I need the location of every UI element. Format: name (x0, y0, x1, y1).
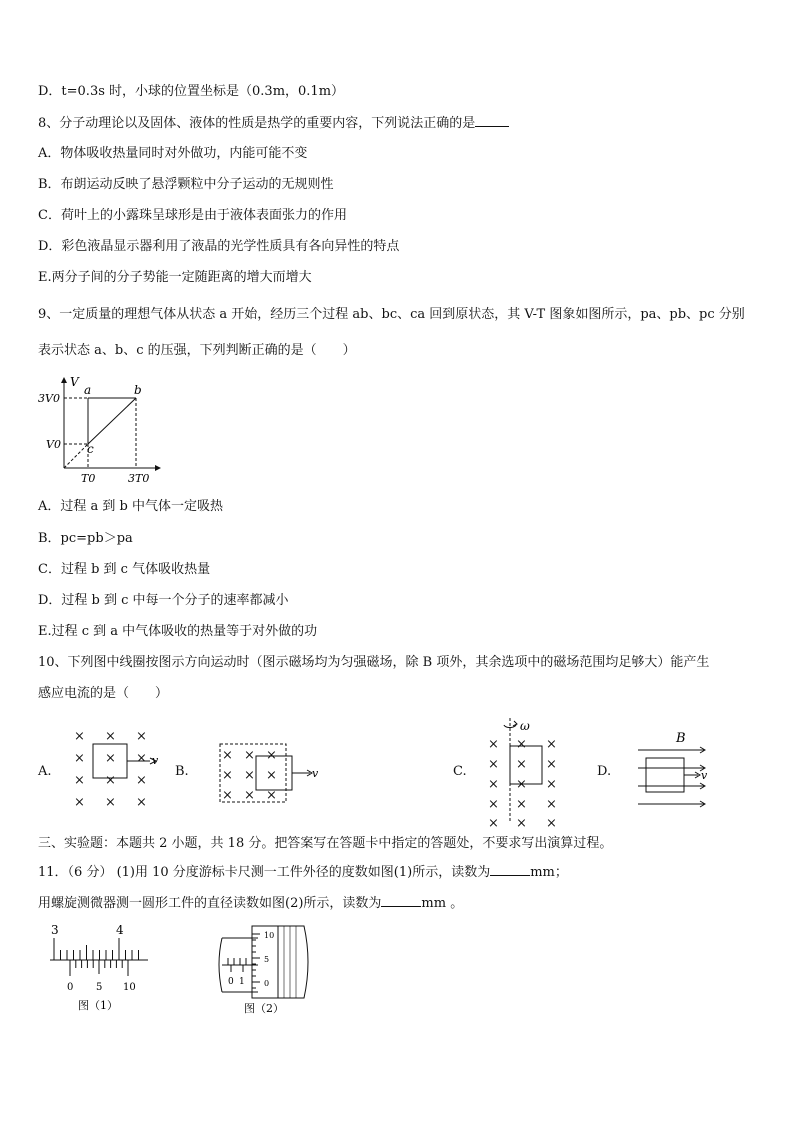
velocity-label: v (152, 754, 159, 767)
svg-text:×: × (105, 773, 116, 788)
q9-option-d: D．过程 b 到 c 中每一个分子的速率都减小 (38, 593, 289, 608)
answer-blank (490, 863, 530, 876)
caliper-vernier-10: 10 (123, 982, 136, 993)
svg-text:×: × (488, 777, 499, 792)
omega-label: ω (520, 719, 530, 733)
vt-xtick-t0: T0 (81, 472, 96, 485)
svg-text:×: × (136, 773, 147, 788)
caliper-vernier-0: 0 (67, 982, 74, 993)
svg-text:×: × (74, 795, 85, 810)
svg-text:×: × (488, 757, 499, 772)
svg-text:×: × (244, 788, 255, 803)
svg-text:×: × (222, 788, 233, 803)
micrometer-thimble-10: 10 (264, 931, 275, 940)
svg-text:×: × (136, 751, 147, 766)
q9-option-e: E.过程 c 到 a 中气体吸收的热量等于对外做的功 (38, 624, 318, 639)
q8-option-d: D．彩色液晶显示器利用了液晶的光学性质具有各向异性的特点 (38, 239, 400, 254)
micrometer-caption: 图（2） (244, 1002, 284, 1015)
svg-text:×: × (266, 768, 277, 783)
q9-stem-line2: 表示状态 a、b、c 的压强，下列判断正确的是（ ） (38, 343, 356, 358)
q10-figure-b (214, 740, 334, 806)
svg-text:×: × (136, 795, 147, 810)
micrometer-figure (210, 920, 320, 1018)
vt-point-b: b (134, 383, 142, 397)
micrometer-thimble-0: 0 (264, 979, 270, 988)
q11-line1: 11．（6 分） (1)用 10 分度游标卡尺测一工件外径的度数如图(1)所示，读数为 mm； (38, 865, 568, 880)
velocity-label: v (701, 769, 708, 782)
svg-text:×: × (546, 737, 557, 752)
q11-line2: 用螺旋测微器测一圆形工件的直径读数如图(2)所示，读数为 mm 。 (38, 896, 464, 911)
caliper-main-4: 4 (116, 923, 124, 937)
field-label: B (676, 731, 686, 746)
velocity-label: v (312, 767, 319, 780)
vt-xtick-3t0: 3T0 (128, 472, 150, 485)
svg-text:×: × (74, 751, 85, 766)
svg-text:×: × (488, 737, 499, 752)
q10-label-c: C. (453, 764, 467, 779)
q9-option-c: C．过程 b 到 c 气体吸收热量 (38, 562, 211, 577)
svg-text:×: × (546, 816, 557, 828)
svg-text:×: × (546, 777, 557, 792)
answer-blank (475, 114, 509, 127)
svg-text:×: × (266, 788, 277, 803)
q10-label-d: D. (597, 764, 612, 779)
q10-figure-a (70, 726, 170, 826)
vt-ytick-3v0: 3V0 (38, 392, 60, 405)
vt-point-c: c (87, 442, 94, 456)
svg-text:×: × (105, 795, 116, 810)
vt-ylabel: V (70, 375, 79, 389)
svg-text:×: × (516, 816, 527, 828)
svg-text:×: × (222, 768, 233, 783)
svg-text:×: × (136, 729, 147, 744)
caliper-caption: 图（1） (78, 999, 118, 1012)
q10-stem-line1: 10、下列图中线圈按图示方向运动时（图示磁场均为匀强磁场，除 B 项外，其余选项中的磁场范围均足够大）能产生 (38, 655, 710, 670)
caliper-vernier-5: 5 (96, 982, 103, 993)
q10-label-a: A. (38, 764, 52, 779)
svg-text:×: × (516, 797, 527, 812)
q9-stem-line1: 9、一定质量的理想气体从状态 a 开始，经历三个过程 ab、bc、ca 回到原状态，其 V-T 图象如图所示，pa、pb、pc 分别 (38, 307, 745, 322)
q10-figure-d (634, 728, 714, 812)
micrometer-sleeve-0: 0 (228, 977, 234, 987)
q8-option-e: E.两分子间的分子势能一定随距离的增大而增大 (38, 270, 312, 285)
svg-text:×: × (516, 737, 527, 752)
micrometer-thimble-5: 5 (264, 955, 270, 964)
svg-text:×: × (244, 768, 255, 783)
q10-figure-c (482, 716, 572, 828)
svg-text:×: × (266, 748, 277, 763)
q8-option-a: A．物体吸收热量同时对外做功，内能可能不变 (38, 146, 308, 161)
svg-text:×: × (546, 797, 557, 812)
svg-text:×: × (546, 757, 557, 772)
q9-option-b: B．pc=pb＞pa (38, 531, 133, 546)
micrometer-sleeve-1: 1 (239, 977, 245, 987)
q8-stem: 8、分子动理论以及固体、液体的性质是热学的重要内容，下列说法正确的是 (38, 114, 509, 133)
section-3-heading: 三、实验题：本题共 2 小题，共 18 分。把答案写在答题卡中指定的答题处，不要求写出演算过程。 (38, 836, 613, 851)
svg-text:×: × (516, 777, 527, 792)
svg-text:×: × (105, 751, 116, 766)
caliper-main-3: 3 (51, 923, 59, 937)
svg-text:×: × (74, 729, 85, 744)
svg-text:×: × (222, 748, 233, 763)
q10-stem-line2: 感应电流的是（ ） (38, 686, 169, 701)
vt-point-a: a (84, 383, 92, 397)
q9-option-a: A．过程 a 到 b 中气体一定吸热 (38, 499, 223, 514)
vt-ytick-v0: V0 (46, 438, 61, 451)
q8-option-c: C．荷叶上的小露珠呈球形是由于液体表面张力的作用 (38, 208, 347, 223)
q10-label-b: B. (175, 764, 189, 779)
q8-option-b: B．布朗运动反映了悬浮颗粒中分子运动的无规则性 (38, 177, 334, 192)
svg-text:×: × (244, 748, 255, 763)
svg-text:×: × (74, 773, 85, 788)
vt-graph (36, 372, 166, 490)
svg-text:×: × (516, 757, 527, 772)
vernier-caliper-figure (44, 920, 154, 1016)
svg-text:×: × (105, 729, 116, 744)
svg-text:×: × (488, 797, 499, 812)
answer-blank (381, 894, 421, 907)
svg-text:×: × (488, 816, 499, 828)
q7-option-d: D．t=0.3s 时，小球的位置坐标是（0.3m，0.1m） (38, 84, 345, 99)
